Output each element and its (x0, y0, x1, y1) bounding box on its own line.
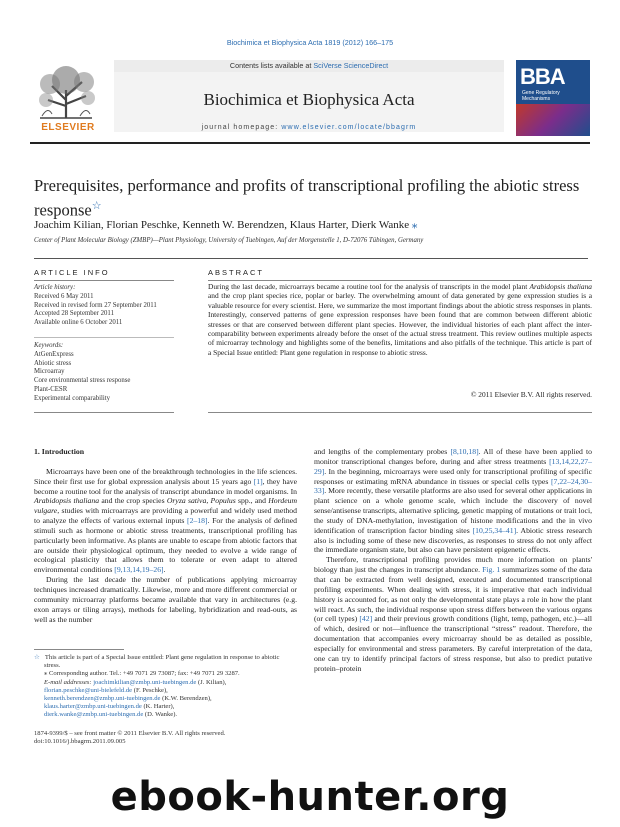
doi-line[interactable]: doi:10.1016/j.bbagrm.2011.09.005 (34, 737, 126, 745)
footnote-corresponding: ⁎ Corresponding author. Tel.: +49 7071 29 73087; fax: +49 7071 29 3287. (44, 670, 240, 678)
cover-subtitle-line2: Mechanisms (522, 96, 551, 102)
abstract-species: Arabidopsis thaliana (529, 282, 592, 291)
keywords-rule (34, 337, 174, 338)
article-info-rule (34, 280, 174, 281)
contents-prefix: Contents lists available at (229, 61, 314, 70)
reference-link[interactable]: [42] (359, 614, 373, 624)
body-paragraph: During the last decade the number of publications applying microarray techniques increased dramatically. Likewise, more and more different commercial or community microarray platforms became available that vary in architectures (e.g. exon arrays or tiling arrays), methods for labeling, hybridization and read-outs, as well as the number (34, 575, 297, 624)
footnote-rule (34, 649, 124, 650)
header-divider (30, 142, 590, 144)
article-history (34, 284, 194, 328)
history-item: Received 6 May 2011 (34, 292, 94, 300)
keyword: Plant-CESR (34, 385, 68, 393)
journal-citation[interactable]: Biochimica et Biophysica Acta 1819 (2012) 166–175 (226, 38, 394, 47)
reference-link[interactable]: [9,13,14,19–26] (114, 565, 164, 575)
body-paragraph: Microarrays have been one of the breakthrough technologies in the life sciences. Since their first use for global expression analysis about 15 years ago [1], they have become a routine tool for the analysis of transcript abundance in model organisms. In Arabidopsis thaliana and the crop species Oryza sativa, Populus spp., and Hordeum vulgare, studies with microarrays are providing a powerful and widely used method to analyze the effects of various external inputs [2–18]. For the analysis of defined stimuli such as hormone or abiotic stress treatments, transcriptional profiling has particularly been informative. As plants are unable to escape from abiotic factors that are outside their physiological optimum, they needed to evolve a wide range of ecological plasticity that allows them to tolerate or even adapt to altered environmental conditions [9,13,14,19–26]. (34, 466, 298, 575)
watermark-text: ebook-hunter.org (110, 774, 510, 820)
cover-title: BBA (520, 64, 565, 89)
keywords (34, 342, 194, 404)
history-label: Article history: (34, 284, 76, 291)
body-column-left (34, 447, 297, 624)
title-footnote-mark[interactable]: ☆ (91, 200, 102, 212)
history-item: Available online 6 October 2011 (34, 319, 123, 327)
keyword: Microarray (34, 368, 65, 376)
cover-graphic (516, 104, 590, 136)
footnote-mark: ⁎ (44, 670, 48, 678)
footnote-mark: ☆ (34, 654, 40, 661)
keyword: Experimental comparability (34, 394, 111, 402)
journal-title: Biochimica et Biophysica Acta (203, 90, 415, 109)
keyword: Core environmental stress response (34, 377, 131, 385)
reference-link[interactable]: [8,10,18] (450, 447, 479, 456)
author-affiliation: Center of Plant Molecular Biology (ZMBP)—Plant Physiology, University of Tuebingen, Auf der Morgenstelle 1, D-72076 Tübingen, Germany (34, 237, 424, 244)
issn-line: 1874-9399/$ – see front matter © 2011 Elsevier B.V. All rights reserved. (34, 729, 226, 737)
abstract-copyright: © 2011 Elsevier B.V. All rights reserved. (470, 390, 592, 399)
history-item: Accepted 28 September 2011 (34, 310, 114, 318)
journal-homepage (114, 124, 504, 131)
article-authors (34, 218, 594, 231)
journal-header (30, 60, 590, 138)
keyword: Abiotic stress (34, 359, 72, 367)
author-list: Joachim Kilian, Florian Peschke, Kenneth W. Berendzen, Klaus Harter, Dierk Wanke (34, 219, 410, 231)
abstract-text (208, 282, 592, 357)
abstract-bottom-rule (208, 412, 592, 413)
email-link[interactable]: dierk.wanke@zmbp.uni-tuebingen.de (44, 711, 144, 719)
section-heading-introduction: 1. Introduction (34, 447, 85, 456)
email-link[interactable]: florian.peschke@uni-bielefeld.de (44, 686, 133, 694)
footnote-special-issue: ☆ This article is part of a Special Issue entitled: Plant gene regulation in response to abiotic stress. (34, 654, 280, 670)
footnote-emails: E-mail addresses: joachimkilian@zmbp.uni-tuebingen.de (J. Kilian), florian.peschke@uni-bielefeld.de (F. Peschke), kenneth.berendzen@zmbp.uni-tuebingen.de (K.W. Berendzen), klaus.harter@zmbp.uni-tuebingen.de (K. Harter), dierk.wanke@zmbp.uni-tuebingen.de (D. Wanke). (44, 678, 227, 719)
article-title (34, 176, 594, 221)
body-column-right (314, 447, 592, 673)
email-link[interactable]: joachimkilian@zmbp.uni-tuebingen.de (93, 678, 197, 686)
abstract-part: and the crop plant species rice, poplar or barley. The overwhelming amount of data generated by gene expression studies is a valuable resource for every scientist. Here, we summarize the most important findings about the abiotic stress responses in plants. Interestingly, conserved patterns of gene expression responses have been found that are common between different abiotic stresses or that are conserved between different plant species. However, the individual histories of each plant affect the inter-comparability between experiments already before the onset of the actual stress treatment. This review outlines multiple aspects of microarray technology and highlights some of the benefits, limitations and also pitfalls of the technique. This article is part of a Special Issue entitled: Plant gene regulation in response to abiotic stress. (208, 291, 593, 357)
body-paragraph: Therefore, transcriptional profiling provides much more information on plants' biology than just the changes in transcript abundance. Fig. 1 summarizes some of the data that can be extracted from well designed, executed and documented transcriptional profiling experiments. When dealing with stress, it is imperative that each individual history is accounted for, as not only the developmental state plays a role in how the plant will react. As such, the individual response upon stress differs between the various organs (or cell types) [42] and their previous growth conditions (light, temp, pathogen, etc.)—all of which, desired or not—influence the transcriptional “stress” readout. Therefore, the documentation that accompanies every microarray should be as detailed as possible, especially for environmental and stress parameters. By careful interpretation of the data, one can try to identify principal factors of stress response, but also to predict putative protein–protein (314, 555, 592, 673)
journal-cover-thumbnail[interactable] (516, 60, 590, 136)
email-label: E-mail addresses: (44, 678, 94, 686)
contents-band (114, 60, 504, 72)
article-info-heading: ARTICLE INFO (34, 268, 110, 277)
reference-link[interactable]: [2–18] (187, 516, 208, 526)
keyword: AtGenExpress (34, 350, 74, 358)
footnotes (34, 654, 297, 746)
article-title-text: Prerequisites, performance and profits of transcriptional profiling the abiotic stress response (34, 176, 580, 220)
info-bottom-rule (34, 412, 174, 413)
figure-link[interactable]: Fig. 1 (482, 565, 501, 575)
cover-subtitle-line1: Gene Regulatory (522, 90, 560, 96)
keywords-label: Keywords: (34, 342, 64, 349)
reference-link[interactable]: [1] (253, 476, 263, 486)
abstract-rule (208, 280, 592, 281)
publisher-name: ELSEVIER (41, 122, 95, 133)
title-divider (34, 258, 588, 259)
history-item: Received in revised form 27 September 2011 (34, 301, 157, 309)
sciencedirect-link[interactable]: SciVerse ScienceDirect (313, 61, 389, 70)
abstract-part: During the last decade, microarrays became a routine tool for the analysis of transcripts in the model plant (208, 282, 530, 291)
reference-link[interactable]: [13,14,22,27–29] (314, 456, 592, 476)
homepage-link[interactable]: www.elsevier.com/locate/bbagrm (281, 124, 417, 131)
email-link[interactable]: klaus.harter@zmbp.uni-tuebingen.de (44, 703, 142, 711)
corresponding-author-mark[interactable]: ⁎ (411, 219, 418, 231)
homepage-prefix: journal homepage: (201, 124, 282, 131)
journal-title-box (114, 72, 504, 132)
reference-link[interactable]: [7,22–24,30–33] (314, 476, 592, 496)
abstract-heading: ABSTRACT (208, 268, 265, 277)
cover-subtitle (522, 90, 560, 102)
body-paragraph: and lengths of the complementary probes [8,10,18]. All of these have been applied to monitor transcriptional changes before, during and after stress treatments [13,14,22,27–29]. In the beginning, microarrays were used only for transcriptional profiling of specific responses or estimating mRNA abundance in tissues or special cells types [7,22–24,30–33]. More recently, these versatile platforms are also used for several other applications in plant science on a whole genome scale, which include the discovery of novel sense/antisense transcripts, alternative splicing, genetic mapping of mutations or trait loci, the study of DNA-methylation, investigation of histone modifications and the in vivo identification of transcription factor binding sites [10,25,34–41]. Abiotic stress research also is including some of these new discoveries, as responses to stress do not only affect the immediate organism state, but also can have persistent epigenetic effects. (314, 447, 593, 555)
email-link[interactable]: kenneth.berendzen@zmbp.uni-tuebingen.de (44, 695, 161, 703)
reference-link[interactable]: [10,25,34–41] (472, 525, 517, 535)
